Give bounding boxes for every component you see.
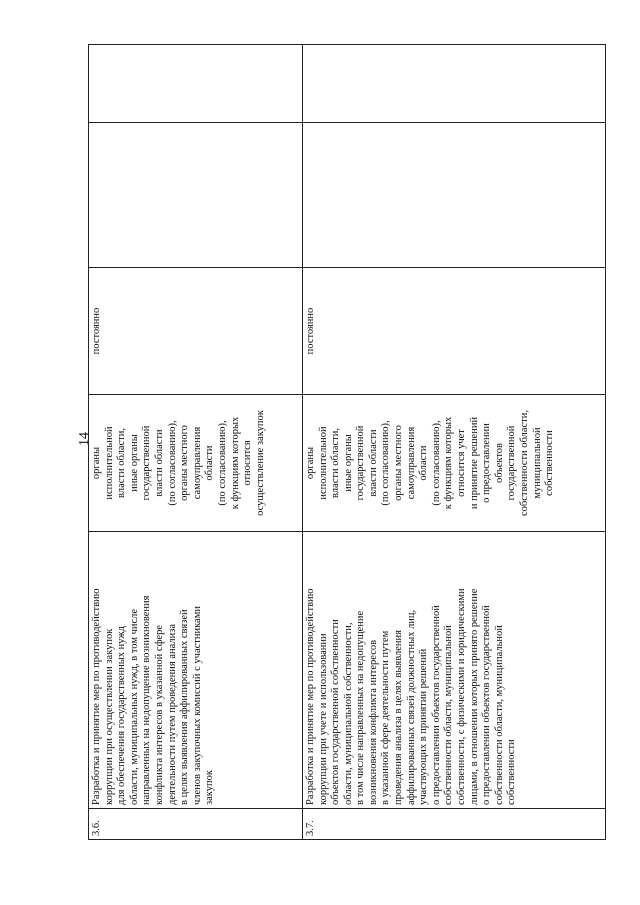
text-line: в указанной сфере деятельности путем <box>380 630 392 805</box>
text-line: собственности <box>506 739 518 805</box>
responsible-executors <box>302 395 605 532</box>
text-line: к функциям которых <box>229 416 241 510</box>
text-line: членов закупочных комиссий с участниками <box>191 606 203 805</box>
text-line: муниципальной <box>531 427 543 499</box>
text-line: органы местного <box>179 425 191 501</box>
text-line: собственности, с физическими и юридическими <box>456 588 468 805</box>
text-line: органы <box>91 446 102 480</box>
text-line: органы <box>304 446 316 480</box>
measures-table-sheet <box>88 44 606 840</box>
text-line: области, муниципальной собственности, <box>342 622 354 805</box>
text-line: о предоставлении <box>481 423 493 503</box>
text-line: иные органы <box>342 434 354 492</box>
text-line: самоуправления <box>405 426 417 500</box>
text-line: о предоставлении объектов государственной <box>481 605 493 805</box>
measure-description <box>89 532 303 809</box>
text-line: конфликта интересов в указанной сфере <box>153 624 165 805</box>
responsible-executors <box>89 395 303 532</box>
row-number: 3.6. <box>89 809 303 840</box>
text-line: о предоставлении объектов государственной <box>430 605 442 805</box>
table-row <box>89 45 303 840</box>
text-line: (по согласованию), <box>380 420 392 506</box>
text-line: государственной <box>141 425 153 501</box>
empty-cell <box>302 45 605 123</box>
text-line: Разработка и принятие мер по противодействию <box>91 588 102 805</box>
text-line: осуществление закупок <box>254 410 266 516</box>
text-line: иные органы <box>128 434 140 492</box>
text-line: участвующих в принятии решений <box>418 648 430 805</box>
text-line: власти области, <box>116 428 128 498</box>
text-line: области <box>204 445 216 481</box>
text-line: относится <box>242 440 254 486</box>
empty-cell <box>89 45 303 123</box>
table-row <box>302 45 605 840</box>
text-line: коррупции при учете и использовании <box>317 633 329 805</box>
text-line: власти области <box>367 429 379 497</box>
text-line: Разработка и принятие мер по противодействию <box>304 588 316 805</box>
text-line: и принятие решений <box>468 416 480 510</box>
text-line: в том числе направленных на недопущение <box>355 610 367 805</box>
text-line: возникновения конфликта интересов <box>367 639 379 805</box>
text-line: к функциям которых <box>443 416 455 510</box>
text-line: собственности области, муниципальной <box>493 625 505 805</box>
text-line: органы местного <box>393 425 405 501</box>
page-number: 14 <box>77 432 92 446</box>
text-line: аффилированных связей должностных лиц, <box>405 609 417 805</box>
text-line: объектов государственной собственности <box>330 619 342 805</box>
text-line: деятельности путем проведения анализа <box>166 623 178 805</box>
measures-table <box>88 44 606 840</box>
text-line: (по согласованию), <box>216 420 228 506</box>
text-line: области, муниципальных нужд, в том числе <box>128 608 140 805</box>
text-line: лицами, в отношении которых принято решение <box>468 588 480 805</box>
empty-cell <box>89 123 303 268</box>
execution-term: постоянно <box>302 268 605 395</box>
execution-term: постоянно <box>89 268 303 395</box>
text-line: исполнительной <box>317 426 329 500</box>
empty-cell <box>302 123 605 268</box>
text-line: собственности области, <box>519 409 531 517</box>
text-line: объектов <box>493 442 505 484</box>
text-line: направленных на недопущение возникновения <box>141 595 153 805</box>
text-line: относится учет <box>456 429 468 497</box>
text-line: собственности области, муниципальной <box>443 625 455 805</box>
text-line: для обеспечения государственных нужд <box>116 626 128 805</box>
text-line: собственности <box>544 430 556 496</box>
text-line: власти области <box>153 429 165 497</box>
text-line: (по согласованию), <box>166 420 178 506</box>
text-line: (по согласованию), <box>430 420 442 506</box>
text-line: области <box>418 445 430 481</box>
text-line: исполнительной <box>103 426 115 500</box>
text-line: власти области, <box>330 428 342 498</box>
text-line: самоуправления <box>191 426 203 500</box>
row-number: 3.7. <box>302 809 605 840</box>
text-line: государственной <box>355 425 367 501</box>
text-line: закупок <box>204 770 216 805</box>
text-line: государственной <box>506 425 518 501</box>
text-line: проведения анализа в целях выявления <box>393 630 405 805</box>
text-line: в целях выявления аффилированных связей <box>179 609 191 805</box>
measure-description <box>302 532 605 809</box>
text-line: коррупции при осуществлении закупок <box>103 628 115 805</box>
